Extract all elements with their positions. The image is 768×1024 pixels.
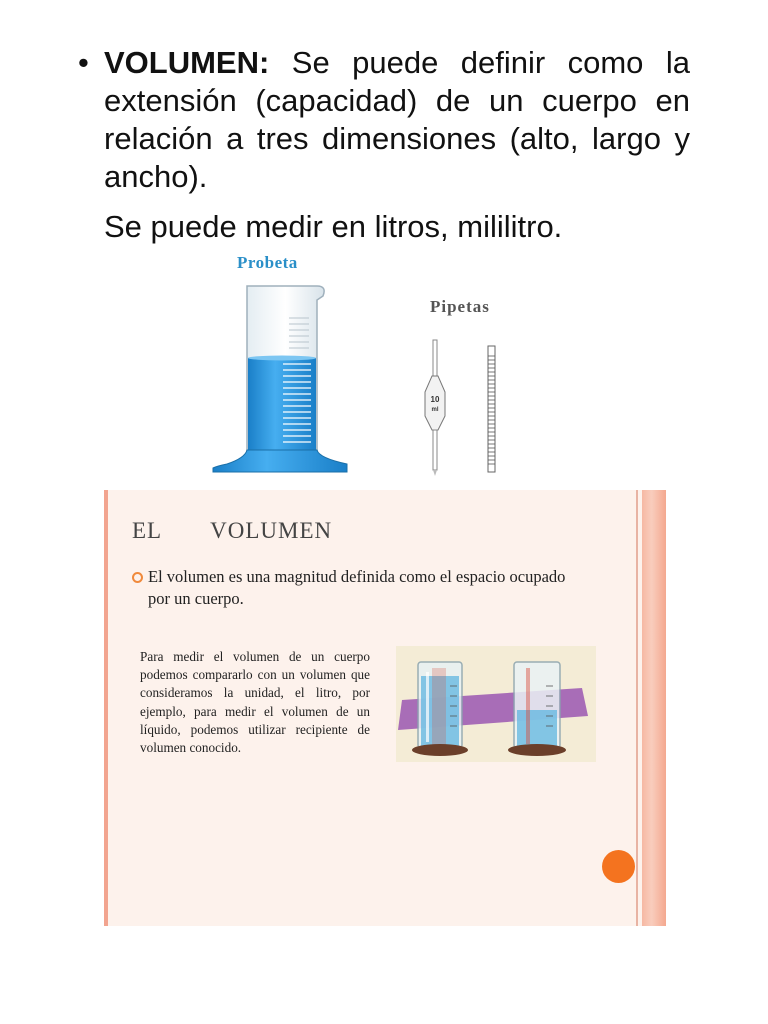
measurement-units-text: Se puede medir en litros, mililitro. <box>104 209 563 244</box>
slide-right-line <box>636 490 638 926</box>
slide-title-part2: VOLUMEN <box>210 518 333 543</box>
pipetas-label: Pipetas <box>430 297 490 316</box>
slide-paragraph: Para medir el volumen de un cuerpo podemos compararlo con un volumen que consideramos la unidad, el litro, por ejemplo, para medir el volumen de un líquido, podemos utilizar recipiente de volumen conocido. <box>140 649 370 756</box>
volume-definition-text: Se puede definir como la extensión (capacidad) de un cuerpo en relación a tres dimensiones (alto, largo y ancho). <box>104 45 690 194</box>
pipette-marking-top: 10 <box>430 395 440 404</box>
volume-definition <box>76 44 690 196</box>
graduated-cylinder-illustration <box>205 278 365 478</box>
ring-bullet-icon <box>132 572 143 583</box>
slide-title <box>132 518 332 544</box>
beakers-photo-illustration <box>396 646 596 762</box>
slide-bullet <box>132 566 568 610</box>
embedded-slide <box>104 490 666 926</box>
probeta-label: Probeta <box>237 253 298 272</box>
pipette-marking-bottom: ml <box>431 407 439 413</box>
slide-bullet-text: El volumen es una magnitud definida como el espacio ocupado por un cuerpo. <box>148 567 566 608</box>
slide-left-border <box>104 490 108 926</box>
bullet-dot-icon: • <box>78 45 89 80</box>
slide-side-text <box>646 620 662 760</box>
orange-circle-icon <box>602 850 635 883</box>
main-bullet-block <box>76 44 690 246</box>
beakers-photo <box>396 646 596 762</box>
pipettes-illustration <box>418 336 518 478</box>
slide-title-part1: EL <box>132 518 163 543</box>
volume-term: VOLUMEN: <box>104 45 270 80</box>
